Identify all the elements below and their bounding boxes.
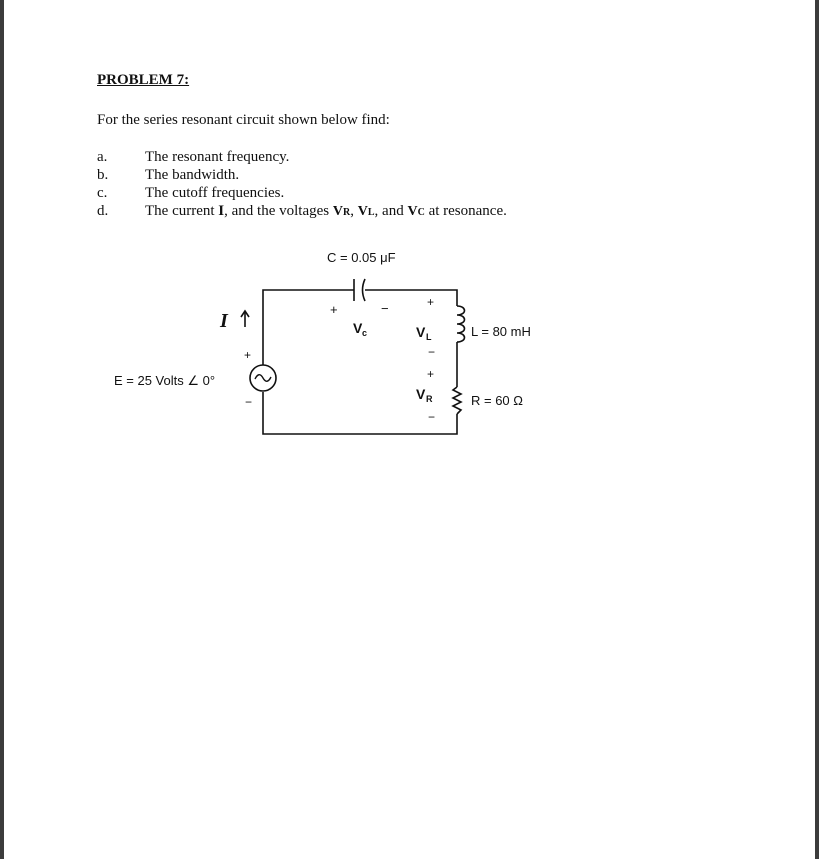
item-d-sep2: , and [374, 203, 408, 219]
item-d-vr: V [332, 204, 343, 219]
source-label: E = 25 Volts ∠ 0° [114, 373, 216, 388]
vl-subscript: L [426, 332, 432, 342]
source-minus-sign: − [245, 395, 253, 409]
current-label: I [220, 310, 228, 332]
item-text: The cutoff frequencies. [145, 185, 285, 201]
vl-label: V [416, 324, 426, 340]
resistor-label: R = 60 Ω [471, 393, 523, 408]
item-letter: a. [97, 149, 108, 165]
vc-minus-sign: − [381, 301, 389, 316]
item-letter: b. [97, 167, 109, 183]
item-d-sep1: , [350, 203, 358, 219]
vc-plus-sign: + [330, 302, 338, 317]
item-d-mid: , and the voltages [224, 203, 333, 219]
item-d-prefix: The current [145, 203, 219, 219]
capacitor-symbol [354, 279, 365, 301]
problem-intro: For the series resonant circuit shown below find: [97, 112, 390, 128]
item-text: The bandwidth. [145, 167, 240, 183]
item-d-vl: V [357, 204, 368, 219]
item-d-current: I [218, 203, 225, 219]
resistor-symbol [453, 387, 461, 414]
item-letter: d. [97, 203, 109, 219]
vr-plus-sign: + [427, 367, 435, 381]
capacitor-label: C = 0.05 μF [327, 250, 396, 265]
source-plus-sign: + [244, 348, 252, 362]
circuit-diagram [4, 0, 815, 859]
current-arrow-icon [241, 311, 249, 327]
vc-subscript: c [362, 328, 368, 338]
vl-minus-sign: − [428, 345, 436, 359]
item-d-vl-sub: L [367, 207, 375, 218]
vc-label: V [353, 320, 363, 336]
vl-plus-sign: + [427, 295, 435, 309]
vr-minus-sign: − [428, 410, 436, 424]
inductor-label: L = 80 mH [471, 324, 531, 339]
vr-label: V [416, 386, 426, 402]
item-d-vr-sub: R [343, 207, 351, 218]
item-letter: c. [97, 185, 108, 201]
item-text: The resonant frequency. [145, 149, 290, 165]
problem-title: PROBLEM 7: [97, 72, 190, 88]
item-d-vc: V [407, 204, 418, 219]
inductor-symbol [457, 306, 465, 342]
item-d-vc-sub: C [417, 207, 425, 218]
vr-subscript: R [426, 394, 433, 404]
ac-source-symbol [250, 365, 276, 391]
item-d-suffix: at resonance. [424, 203, 507, 219]
document-page [4, 0, 815, 859]
